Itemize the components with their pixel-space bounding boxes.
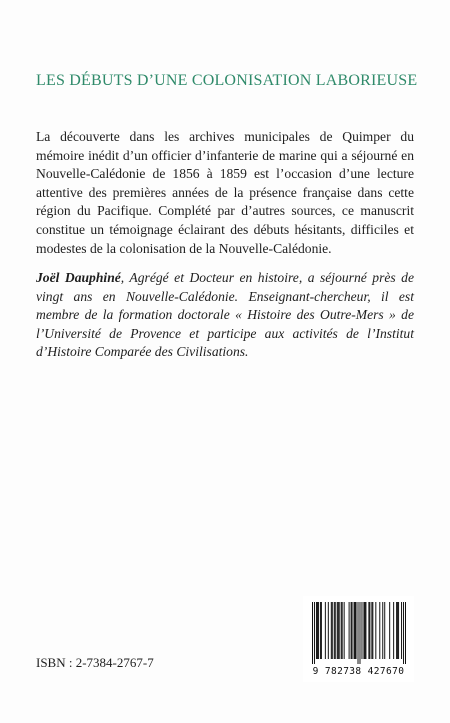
barcode-bar [372,602,373,659]
barcode-bar [369,602,370,659]
barcode-bar [379,602,380,659]
barcode-bar [344,602,345,659]
barcode-bar [321,602,322,659]
barcode-bar [358,602,359,664]
barcode-bar [338,602,339,659]
barcode-bar [325,602,326,659]
barcode-image [312,602,406,664]
barcode-bar [328,602,329,659]
barcode-bar [352,602,353,659]
author-biography [36,269,414,362]
barcode-bar [363,602,364,659]
barcode-bar [339,602,340,659]
isbn: ISBN : 2-7384-2767-7 [36,655,154,670]
barcode-bar [342,602,343,659]
barcode-bar [334,602,335,659]
book-title: LES DÉBUTS D’UNE COLONISATION LABORIEUSE [36,72,418,89]
barcode-bar [397,602,398,659]
barcode-bar [332,602,333,659]
barcode-bar [316,602,317,659]
barcode-bar [361,602,362,659]
barcode-bar [405,602,406,664]
barcode-bar [359,602,360,664]
barcode-bar [349,602,350,659]
barcode-bar [318,602,319,659]
barcode-bar [398,602,399,659]
barcode-bar [371,602,372,659]
barcode-bar [312,602,313,664]
barcode-bar [375,602,376,659]
barcode-bar [317,602,318,659]
barcode-bar [356,602,357,659]
barcode-bar [403,602,404,664]
barcode-bar [341,602,342,659]
barcode-bar [393,602,394,659]
barcode-bar [382,602,383,659]
author-bio-text: , Agrégé et Docteur en histoire, a séjourné près de vingt ans en Nouvelle-Calédonie. Enseignant-chercheur, il est membre de la formation doctorale « Histoire des Outre-Mers » de l’Université de Provence et participe aux activités de l’Institut d’Histoire Comparée des Civilisations. [36,270,414,360]
barcode-bar [365,602,366,659]
barcode-bar [337,602,338,659]
author-name: Joël Dauphiné [36,270,121,285]
barcode-number: 9 782738 427670 [312,666,405,677]
barcode-bar [354,602,355,659]
book-summary: La découverte dans les archives municipales de Quimper du mémoire inédit d’un officier d’infanterie de marine qui a séjourné en Nouvelle-Calédonie de 1856 à 1859 est l’occasion d’une lecture attentive des premières années de la présence française dans cette région du Pacifique. Complété par d’autres sources, ce manuscrit constitue un témoignage éclairant des débuts hésitants, difficiles et modestes de la colonisation de la Nouvelle-Calédonie. [36,129,414,256]
barcode-bar [331,602,332,659]
barcode-bar [396,602,397,659]
barcode-bar [401,602,402,659]
barcode-bar [335,602,336,659]
barcode-bar [355,602,356,659]
barcode-bar [320,602,321,659]
barcode-bar [389,602,390,659]
barcode-bar [368,602,369,659]
barcode-bar [351,602,352,659]
barcode-bar [364,602,365,659]
barcode-bar [384,602,385,659]
barcode-bar [314,602,315,664]
barcode [303,596,414,682]
